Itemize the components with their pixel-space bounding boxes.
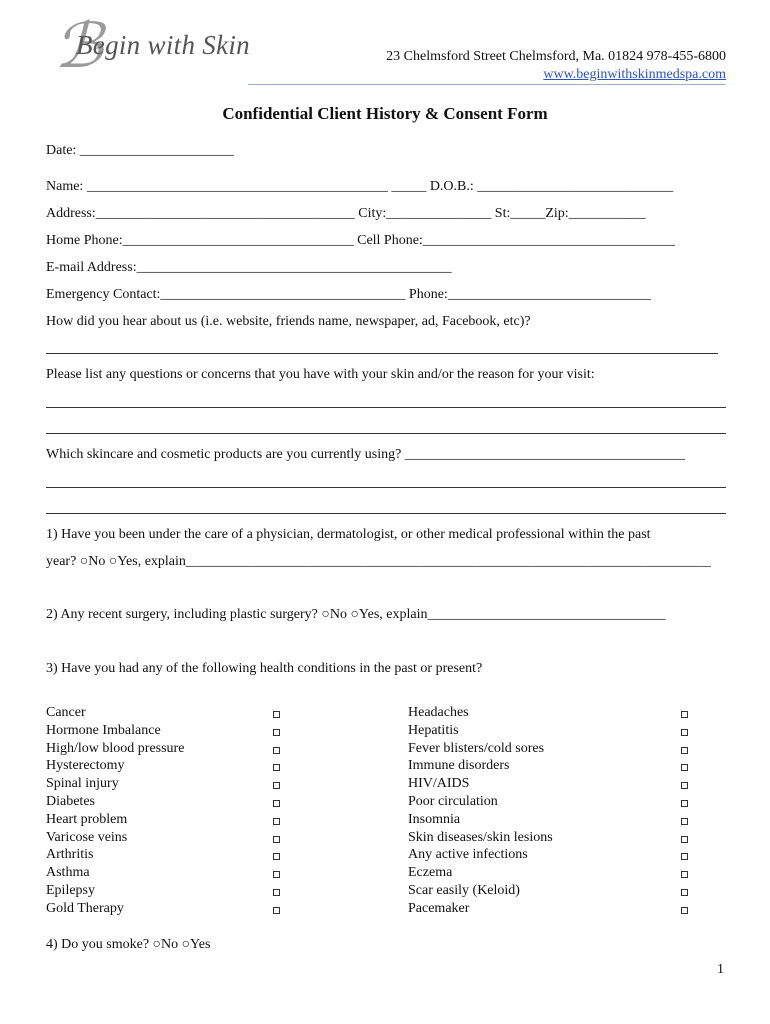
condition-checkbox[interactable]	[681, 836, 688, 843]
condition-label: Epilepsy	[46, 883, 95, 898]
smoke-question[interactable]: 4) Do you smoke? ○No ○Yes	[46, 937, 211, 952]
logo-text: Begin with Skin	[76, 30, 250, 60]
condition-checkbox[interactable]	[681, 818, 688, 825]
condition-checkbox[interactable]	[681, 871, 688, 878]
page-number: 1	[717, 962, 724, 977]
condition-checkbox[interactable]	[681, 907, 688, 914]
health-conditions-question: 3) Have you had any of the following health conditions in the past or present?	[46, 661, 483, 676]
condition-checkbox[interactable]	[273, 836, 280, 843]
condition-label: Arthritis	[46, 847, 94, 863]
physician-answer[interactable]: year? ○No ○Yes, explain___________________________________________________________________________	[46, 554, 711, 569]
logo	[52, 13, 252, 84]
name-dob-field[interactable]: Name: ___________________________________________ _____ D.O.B.: ____________________________	[46, 179, 674, 194]
condition-label: Skin diseases/skin lesions	[408, 829, 553, 845]
condition-label: Immune disorders	[408, 758, 510, 774]
answer-line[interactable]	[46, 353, 718, 354]
surgery-question[interactable]: 2) Any recent surgery, including plastic surgery? ○No ○Yes, explain__________________________________	[46, 607, 666, 622]
address-field[interactable]: Address:_____________________________________ City:_______________ St:_____Zip:___________	[46, 206, 646, 221]
condition-label: Poor circulation	[408, 794, 498, 809]
condition-label: Heart problem	[46, 811, 128, 827]
condition-label: Hormone Imbalance	[46, 722, 161, 738]
condition-checkbox[interactable]	[273, 747, 280, 754]
condition-label: Hepatitis	[408, 722, 459, 738]
condition-label: HIV/AIDS	[408, 776, 470, 792]
condition-label: Insomnia	[408, 811, 461, 827]
date-field[interactable]: Date: ______________________	[46, 143, 234, 158]
answer-line[interactable]	[46, 433, 726, 434]
email-field[interactable]: E-mail Address:_____________________________________________	[46, 260, 452, 275]
condition-label: Spinal injury	[46, 776, 119, 792]
condition-label: Varicose veins	[46, 829, 128, 845]
condition-checkbox[interactable]	[273, 871, 280, 878]
logo-flourish: ℬ	[54, 13, 103, 81]
hear-about-question: How did you hear about us (i.e. website, friends name, newspaper, ad, Facebook, etc)?	[46, 314, 531, 329]
products-question[interactable]: Which skincare and cosmetic products are you currently using? ________________________________________	[46, 447, 685, 462]
condition-checkbox[interactable]	[681, 889, 688, 896]
emergency-contact-field[interactable]: Emergency Contact:___________________________________ Phone:_____________________________	[46, 287, 651, 302]
condition-label: Hysterectomy	[46, 758, 125, 774]
condition-checkbox[interactable]	[273, 853, 280, 860]
condition-checkbox[interactable]	[681, 747, 688, 754]
condition-checkbox[interactable]	[681, 711, 688, 718]
condition-label: Eczema	[408, 865, 453, 881]
physician-question: 1) Have you been under the care of a physician, dermatologist, or other medical professional within the past	[46, 527, 651, 542]
condition-checkbox[interactable]	[273, 818, 280, 825]
concerns-question: Please list any questions or concerns that you have with your skin and/or the reason for your visit:	[46, 367, 595, 382]
condition-checkbox[interactable]	[681, 729, 688, 736]
form-title: Confidential Client History & Consent Form	[222, 104, 548, 123]
condition-checkbox[interactable]	[273, 907, 280, 914]
condition-checkbox[interactable]	[273, 764, 280, 771]
condition-checkbox[interactable]	[681, 782, 688, 789]
answer-line[interactable]	[46, 487, 726, 488]
header-divider	[248, 84, 726, 85]
condition-checkbox[interactable]	[681, 853, 688, 860]
condition-label: Asthma	[46, 865, 90, 881]
condition-label: Fever blisters/cold sores	[408, 740, 545, 756]
condition-label: Any active infections	[408, 847, 528, 863]
website-link[interactable]: www.beginwithskinmedspa.com	[543, 67, 726, 82]
phone-field[interactable]: Home Phone:_________________________________ Cell Phone:____________________________________	[46, 233, 675, 248]
condition-checkbox[interactable]	[681, 800, 688, 807]
answer-line[interactable]	[46, 513, 726, 514]
condition-checkbox[interactable]	[681, 764, 688, 771]
condition-label: Scar easily (Keloid)	[408, 883, 520, 898]
condition-label: Headaches	[408, 705, 469, 720]
answer-line[interactable]	[46, 407, 726, 408]
condition-checkbox[interactable]	[273, 800, 280, 807]
condition-checkbox[interactable]	[273, 782, 280, 789]
condition-label: High/low blood pressure	[46, 740, 185, 756]
condition-label: Diabetes	[46, 794, 95, 809]
condition-checkbox[interactable]	[273, 711, 280, 718]
condition-label: Pacemaker	[408, 900, 470, 916]
condition-label: Gold Therapy	[46, 900, 124, 916]
condition-checkbox[interactable]	[273, 889, 280, 896]
condition-label: Cancer	[46, 705, 86, 720]
condition-checkbox[interactable]	[273, 729, 280, 736]
business-address: 23 Chelmsford Street Chelmsford, Ma. 01824 978-455-6800	[386, 49, 726, 64]
